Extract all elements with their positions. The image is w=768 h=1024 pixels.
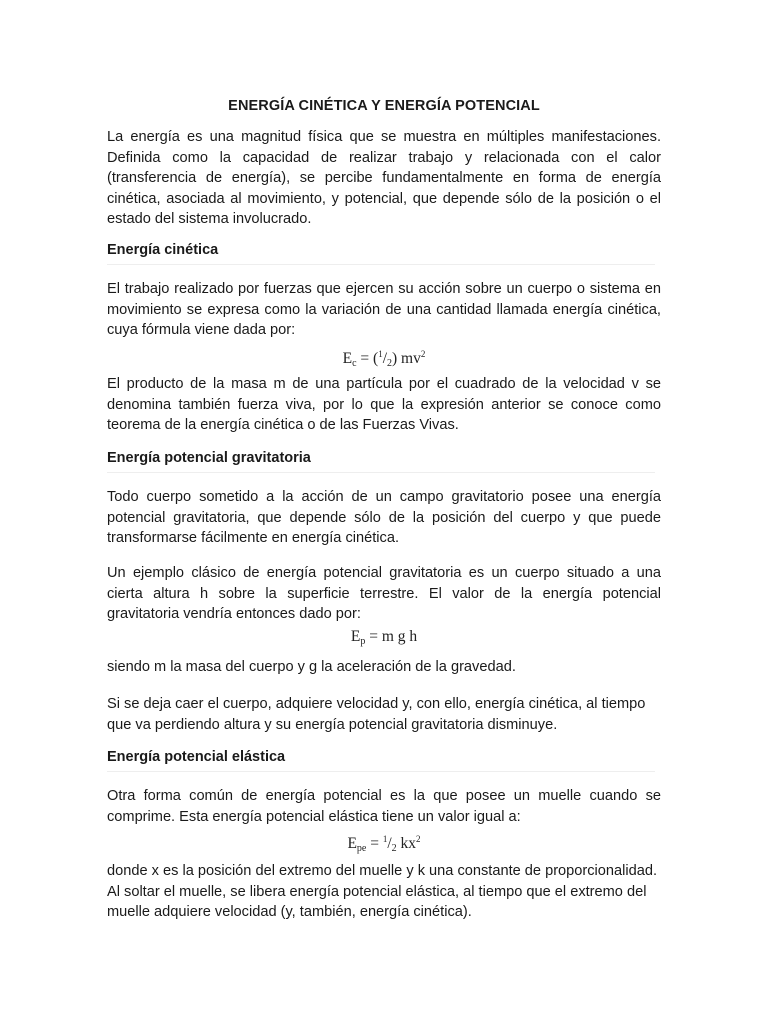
- elastic-energy-heading: Energía potencial elástica: [107, 747, 655, 772]
- formula-equals: =: [366, 835, 383, 852]
- formula-rest: kx: [396, 835, 417, 852]
- gravitational-paragraph-1: Todo cuerpo sometido a la acción de un campo gravitatorio posee una energía potencial gravitatoria, que depende sólo de la posición del cuerpo y que puede transformarse fácilmente en energía cinética.: [107, 489, 661, 546]
- gravitational-paragraph-4: Si se deja caer el cuerpo, adquiere velocidad y, con ello, energía cinética, al tiempo que va perdiendo altura y su energía potencial gravitatoria disminuye.: [107, 696, 646, 733]
- elastic-paragraph-2: donde x es la posición del extremo del muelle y k una constante de proporcionalidad. Al soltar el muelle, se libera energía potencial elástica, al tiempo que el extremo del muelle adquiere velocidad (y, también, energía cinética).: [107, 863, 658, 920]
- formula-numerator: 1: [382, 834, 388, 844]
- formula-symbol: E: [350, 628, 361, 645]
- formula-denominator: 2: [391, 843, 397, 854]
- formula-power: 2: [416, 834, 421, 844]
- formula-rest: ) mv: [392, 350, 421, 367]
- formula-subscript: c: [352, 358, 357, 369]
- document-title: ENERGÍA CINÉTICA Y ENERGÍA POTENCIAL: [228, 98, 540, 114]
- gravitational-energy-formula: [107, 626, 661, 653]
- intro-paragraph: La energía es una magnitud física que se muestra en múltiples manifestaciones. Definida como la capacidad de realizar trabajo y relacionada con el calor (transferencia de energía), se percibe fundamentalmente en forma de energía cinética, asociada al movimiento, y potencial, que depende sólo de la posición o el estado del sistema involucrado.: [107, 129, 661, 227]
- formula-slash: /: [382, 350, 388, 367]
- formula-subscript: p: [360, 636, 366, 647]
- elastic-paragraph-1: Otra forma común de energía potencial es la que posee un muelle cuando se comprime. Esta energía potencial elástica tiene un valor igual a:: [107, 788, 661, 825]
- gravitational-energy-heading: Energía potencial gravitatoria: [107, 448, 655, 473]
- elastic-energy-formula: [107, 828, 661, 860]
- formula-equals: = (: [356, 350, 379, 367]
- formula-rest: = m g h: [365, 628, 418, 645]
- kinetic-energy-formula: [107, 343, 661, 375]
- gravitational-paragraph-3: siendo m la masa del cuerpo y g la aceleración de la gravedad.: [107, 659, 516, 675]
- kinetic-paragraph-1: El trabajo realizado por fuerzas que ejercen su acción sobre un cuerpo o sistema en movimiento se expresa como la variación de una cantidad llamada energía cinética, cuya fórmula viene dada por:: [107, 281, 661, 338]
- formula-denominator: 2: [387, 358, 393, 369]
- formula-slash: /: [387, 835, 392, 852]
- formula-numerator: 1: [378, 349, 383, 359]
- formula-power: 2: [420, 349, 426, 359]
- formula-symbol: E: [342, 350, 353, 367]
- kinetic-paragraph-2: El producto de la masa m de una partícula por el cuadrado de la velocidad v se denomina también fuerza viva, por lo que la expresión anterior se conoce como teorema de la energía cinética o de las Fuerzas Vivas.: [107, 376, 661, 433]
- gravitational-paragraph-2: Un ejemplo clásico de energía potencial gravitatoria es un cuerpo situado a una cierta altura h sobre la superficie terrestre. El valor de la energía potencial gravitatoria vendría entonces dado por:: [107, 565, 661, 622]
- formula-symbol: E: [347, 835, 357, 852]
- kinetic-energy-heading: Energía cinética: [107, 240, 655, 265]
- formula-subscript: pe: [356, 843, 367, 854]
